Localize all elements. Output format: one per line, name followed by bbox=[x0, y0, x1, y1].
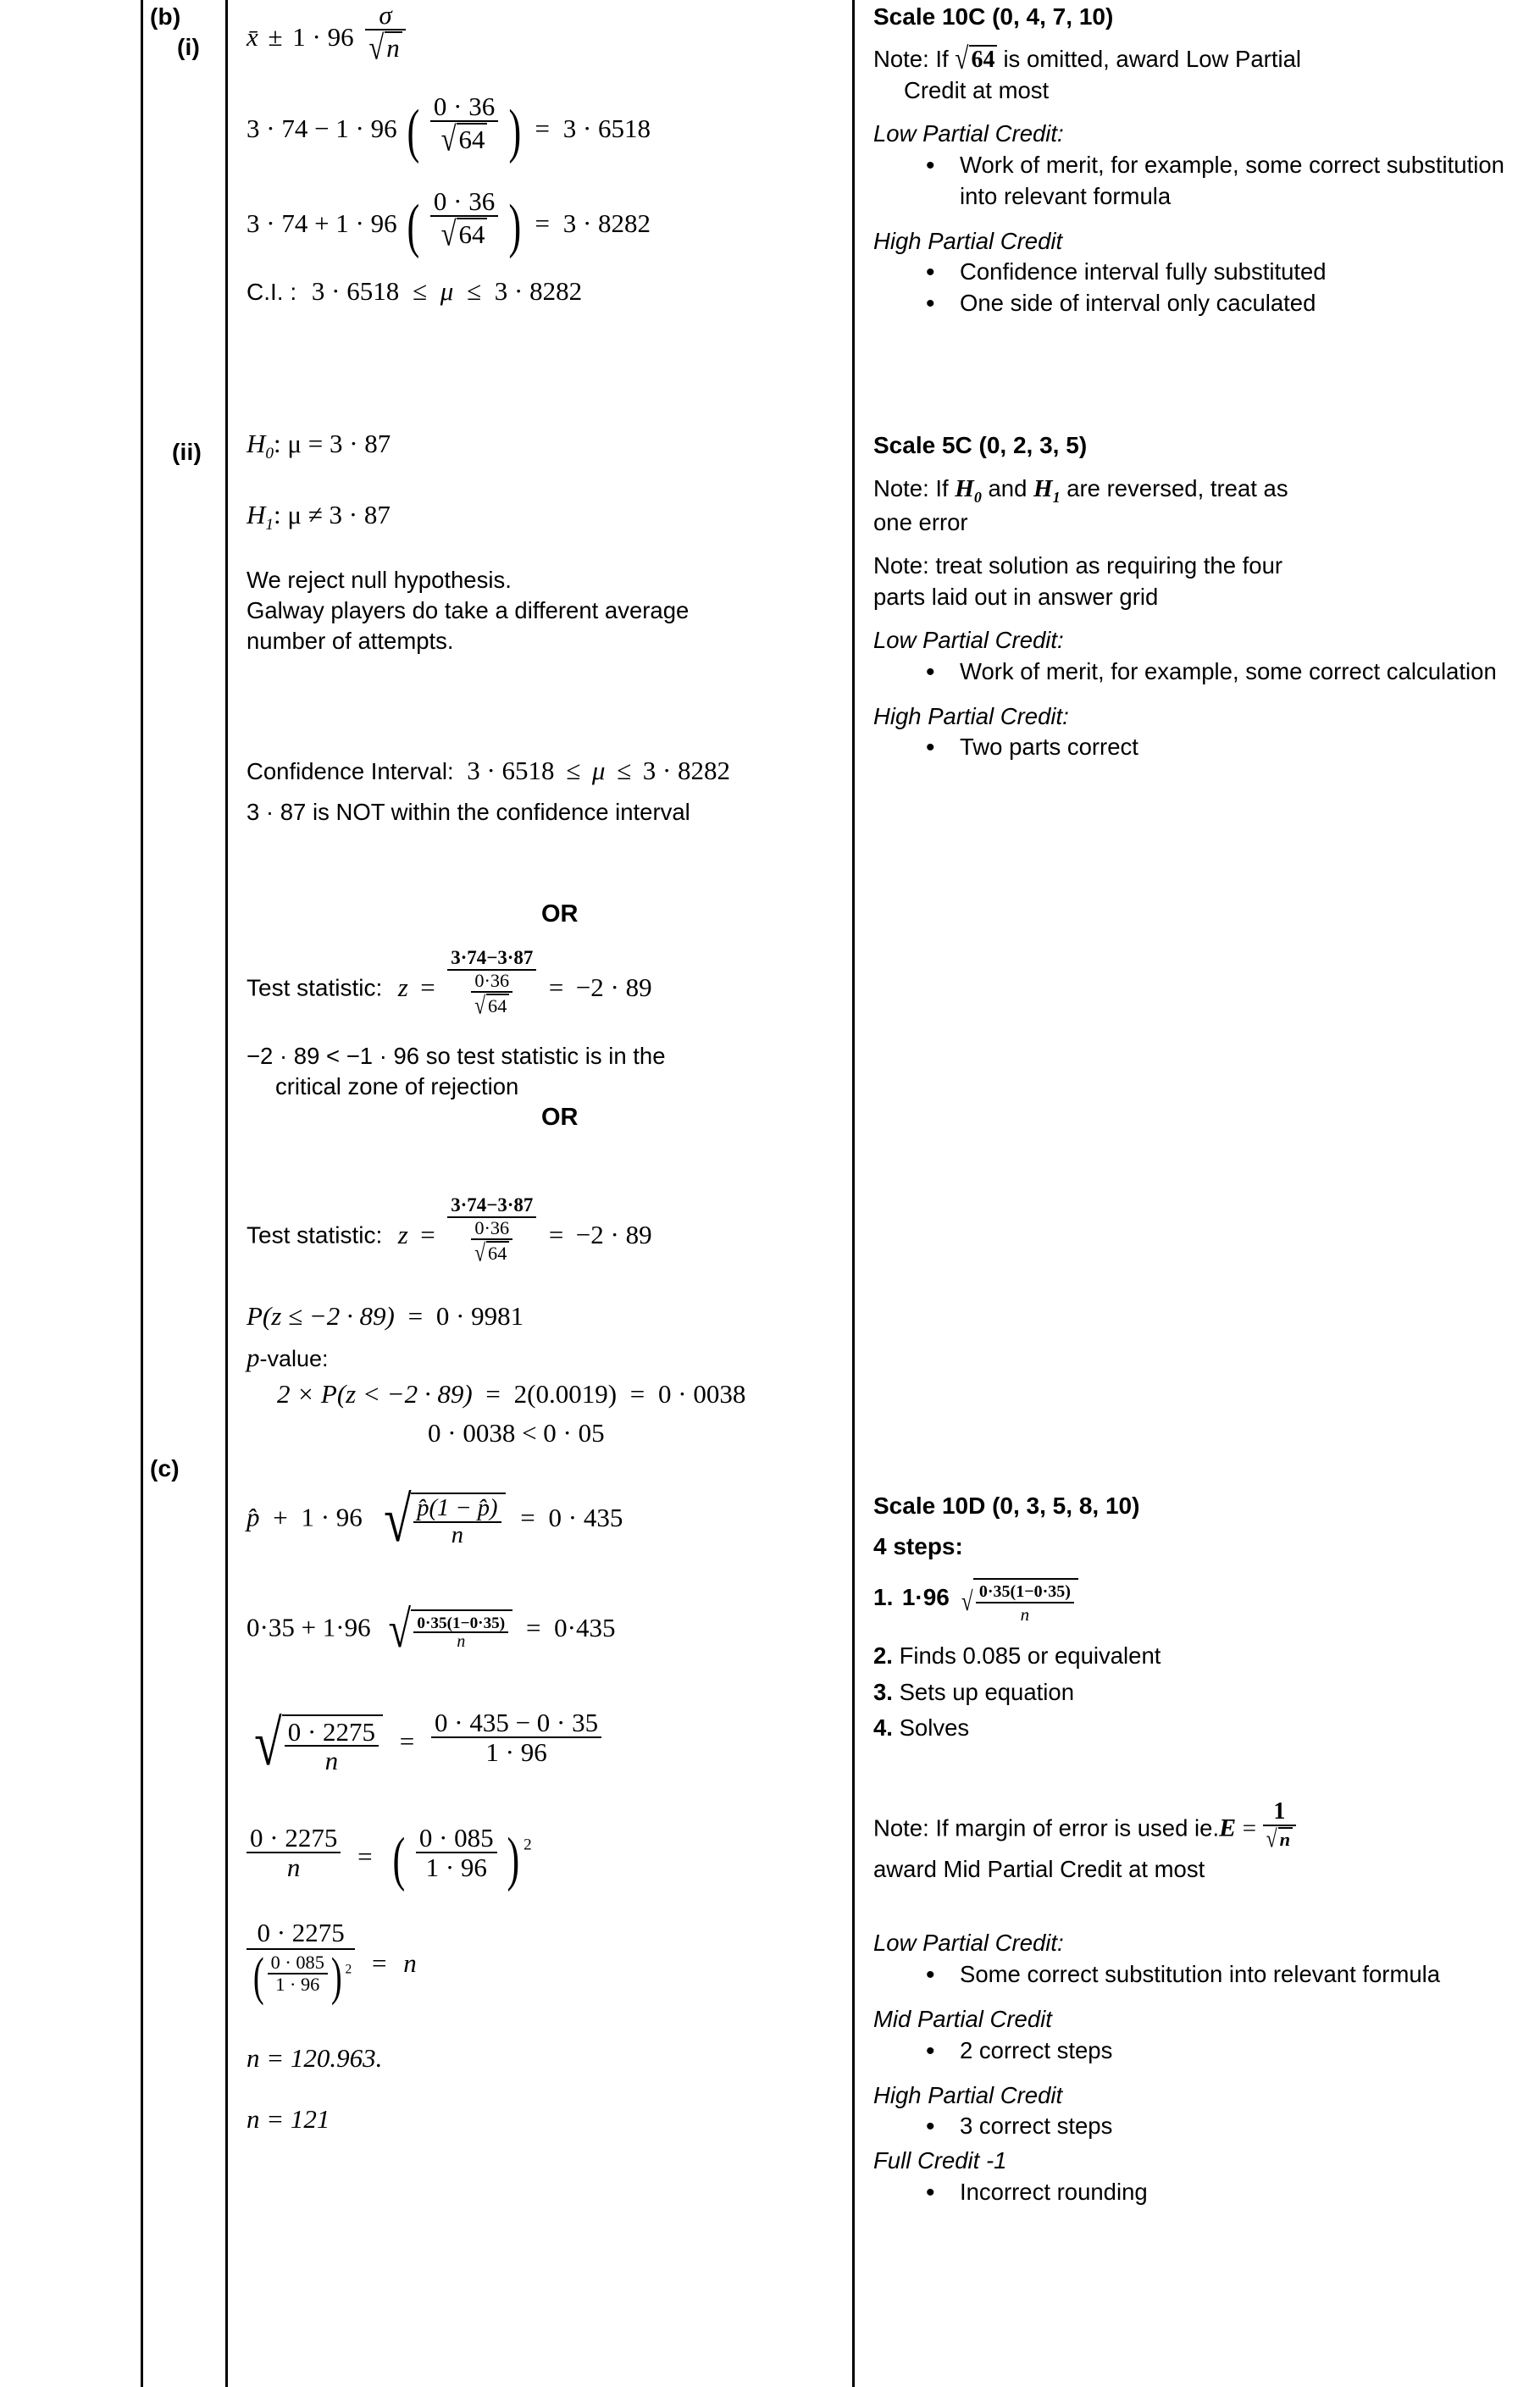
scale-5c-high-bullets bbox=[873, 732, 1528, 763]
part-label-b-ii: (ii) bbox=[172, 439, 202, 465]
ts-denominator bbox=[447, 1216, 536, 1268]
solved-numerator: 0 · 2275 bbox=[257, 1918, 345, 1947]
note-equals: = bbox=[1242, 1814, 1257, 1842]
step-2-full: 2. Finds 0.085 or equivalent bbox=[873, 1642, 1161, 1669]
h1-symbol: H bbox=[1033, 475, 1053, 503]
p-value-text: -value: bbox=[259, 1346, 329, 1371]
radical-icon: √ bbox=[440, 120, 457, 159]
test-statistic-fraction bbox=[447, 1194, 536, 1268]
sigma-over-sqrt64-lower bbox=[430, 91, 498, 159]
upper-numerator: 0 · 36 bbox=[433, 186, 496, 216]
p-symbol: p bbox=[247, 1343, 260, 1372]
note-continued: award Mid Partial Credit at most bbox=[873, 1856, 1205, 1883]
lower-equals: = bbox=[535, 113, 550, 143]
variance-over-n-2 bbox=[247, 1825, 341, 1880]
list-item: • Incorrect rounding bbox=[926, 2177, 1528, 2208]
radical-icon: √ bbox=[955, 42, 969, 77]
conclusion-reject: We reject null hypothesis. bbox=[247, 567, 512, 593]
scale-10d-low-label: Low Partial Credit: bbox=[873, 1930, 1064, 1957]
h0-statement: : μ = 3 · 87 bbox=[274, 429, 391, 458]
solved-equals: = bbox=[372, 1947, 387, 1978]
ts-result-1: −2 · 89 bbox=[575, 972, 652, 1002]
ci-rel-1: ≤ bbox=[412, 276, 427, 306]
list-item: • Confidence interval fully substituted bbox=[926, 257, 1528, 288]
note-suffix: is omitted, award Low Partial bbox=[1003, 46, 1301, 73]
substituted-fraction bbox=[413, 1615, 508, 1651]
test-statistic-equation-2 bbox=[247, 1194, 652, 1268]
pvalue-term-b: 2(0.0019) bbox=[513, 1379, 618, 1409]
z-variable: z bbox=[397, 1219, 408, 1249]
ts-equals-1: = bbox=[420, 1219, 435, 1249]
part-label-column bbox=[141, 0, 225, 2387]
z-value: 1 · 96 bbox=[292, 21, 354, 52]
squared-equals: = bbox=[357, 1841, 373, 1871]
h1-subscript: 1 bbox=[1052, 489, 1061, 507]
squared-rhs-numerator: 0 · 085 bbox=[418, 1823, 494, 1853]
note-continued: one error bbox=[873, 509, 968, 536]
rearranged-numerator: 0 · 2275 bbox=[287, 1716, 376, 1747]
h0-symbol: H bbox=[955, 475, 974, 503]
ts-denominator bbox=[447, 969, 536, 1021]
squared-lhs-numerator: 0 · 2275 bbox=[250, 1823, 338, 1853]
ci-restate-rel-1: ≤ bbox=[566, 756, 581, 785]
h0-subscript: 0 bbox=[265, 445, 274, 463]
phat-numerator: p̂(1 − p̂) bbox=[417, 1495, 498, 1521]
n-final-value bbox=[247, 2106, 330, 2132]
scale-10c-low-bullets bbox=[873, 150, 1528, 213]
ts-result-2: −2 · 89 bbox=[575, 1219, 652, 1249]
squared-lhs-denominator: n bbox=[247, 1852, 341, 1880]
confidence-interval-statement bbox=[247, 276, 582, 308]
scale-10c-heading: Scale 10C (0, 4, 7, 10) bbox=[873, 3, 1114, 30]
variance-over-n bbox=[285, 1716, 379, 1775]
upper-result: 3 · 8282 bbox=[562, 208, 651, 238]
step-1-z: 1·96 bbox=[901, 1584, 950, 1611]
plus-minus-symbol: ± bbox=[268, 21, 283, 52]
squared-equation bbox=[247, 1823, 532, 1892]
radical-icon: √ bbox=[961, 1586, 973, 1617]
ci-restatement bbox=[247, 756, 730, 787]
radical-icon: √ bbox=[474, 992, 486, 1021]
scale-5c-high-label: High Partial Credit: bbox=[873, 702, 1069, 729]
n-expression-fraction bbox=[247, 1918, 355, 2006]
ts-numerator: 3·74−3·87 bbox=[451, 947, 534, 968]
ci-upper: 3 · 8282 bbox=[494, 276, 583, 306]
scale-10d-step-3 bbox=[873, 1677, 1528, 1709]
exponent-2: 2 bbox=[345, 1962, 352, 1977]
sigma-over-sqrt-n-inner bbox=[471, 1216, 512, 1268]
pz-result: 0 · 9981 bbox=[435, 1301, 524, 1331]
substituted-denominator: n bbox=[413, 1631, 508, 1651]
margin-over-z-fraction bbox=[431, 1709, 601, 1765]
scale-10d-steps-heading: 4 steps: bbox=[873, 1533, 963, 1560]
ci-restate-high: 3 · 8282 bbox=[642, 756, 731, 785]
ts-den-denominator: √ 64 bbox=[471, 1238, 512, 1264]
scale-10d-step-2 bbox=[873, 1641, 1528, 1672]
solved-denominator bbox=[247, 1947, 355, 2006]
note-line-2: parts laid out in answer grid bbox=[873, 583, 1159, 610]
pvalue-term-a: 2 × P(z < −2 · 89) bbox=[277, 1379, 473, 1409]
upper-bound-lhs: 3 · 74 + 1 · 96 bbox=[247, 208, 397, 238]
scale-10c-high-label: High Partial Credit bbox=[873, 227, 1063, 254]
substituted-equals: = bbox=[525, 1612, 541, 1642]
right-paren: ) bbox=[508, 191, 522, 259]
value-not-within-interval: 3 · 87 is NOT within the confidence interval bbox=[247, 799, 690, 825]
step-1-fraction bbox=[976, 1582, 1074, 1625]
n-variable: n bbox=[403, 1947, 417, 1978]
ts-den-numerator: 0·36 bbox=[474, 969, 510, 991]
p-value-comparison: 0 · 0038 < 0 · 05 bbox=[428, 1418, 605, 1448]
radical-icon: √ bbox=[388, 1601, 412, 1659]
scale-10c-block bbox=[873, 2, 1528, 319]
proportion-result: 0 · 435 bbox=[548, 1502, 623, 1532]
proportion-equals: = bbox=[520, 1502, 535, 1532]
E-symbol: E bbox=[1219, 1814, 1237, 1842]
test-statistic-label: Test statistic: bbox=[247, 974, 383, 1001]
or-separator-2: OR bbox=[541, 1104, 579, 1131]
note-prefix: Note: If margin of error is used ie. bbox=[873, 1814, 1220, 1841]
test-statistic-label: Test statistic: bbox=[247, 1221, 383, 1249]
substituted-lhs: 0·35 + 1·96 bbox=[247, 1612, 371, 1642]
xbar-symbol: x̄ bbox=[247, 21, 258, 52]
proportion-ci-formula bbox=[247, 1483, 623, 1555]
upper-denominator: √64 bbox=[430, 215, 498, 249]
test-statistic-equation-1 bbox=[247, 947, 652, 1021]
h1-subscript: 1 bbox=[265, 516, 274, 534]
step-4-full: 4. Solves bbox=[873, 1714, 970, 1742]
scale-5c-heading: Scale 5C (0, 2, 3, 5) bbox=[873, 432, 1088, 458]
scale-10d-step-4 bbox=[873, 1713, 1528, 1744]
p-value-calculation bbox=[277, 1381, 745, 1407]
radical-icon: √ bbox=[254, 1708, 282, 1780]
upper-bound-equation bbox=[247, 186, 651, 259]
rearranged-rhs-denominator: 1 · 96 bbox=[431, 1736, 601, 1765]
one-over-sqrt-n bbox=[1263, 1798, 1296, 1854]
margin-over-z-fraction-3 bbox=[268, 1953, 328, 1995]
step-1-numerator: 0·35(1−0·35) bbox=[978, 1581, 1071, 1601]
note-conjunction: and bbox=[988, 475, 1028, 502]
radical-icon: √ bbox=[383, 1483, 412, 1555]
mu-symbol: μ bbox=[591, 756, 606, 785]
list-item: • 3 correct steps bbox=[926, 2111, 1528, 2142]
right-paren: ) bbox=[330, 1947, 342, 2006]
right-paren: ) bbox=[507, 1825, 520, 1892]
part-label-b-i: (i) bbox=[177, 34, 201, 60]
rearranged-equation bbox=[247, 1708, 601, 1780]
z-value: 1 · 96 bbox=[301, 1502, 363, 1532]
marking-scheme-column bbox=[852, 0, 1540, 2387]
list-item: • Work of merit, for example, some correct substitution into relevant formula bbox=[926, 150, 1528, 213]
note-denominator: √ n bbox=[1263, 1825, 1296, 1851]
conclusion-interpretation-line2: number of attempts. bbox=[247, 628, 454, 654]
solved-for-n-equation bbox=[247, 1918, 417, 2006]
right-paren: ) bbox=[508, 97, 522, 164]
scale-5c-note-2 bbox=[873, 551, 1528, 613]
probability-statement bbox=[247, 1303, 523, 1329]
scale-10d-mid-label: Mid Partial Credit bbox=[873, 2005, 1052, 2032]
ts-equals-1: = bbox=[420, 972, 435, 1002]
scale-5c-low-label: Low Partial Credit: bbox=[873, 626, 1064, 653]
margin-over-z-fraction-2 bbox=[416, 1825, 497, 1880]
solved-den-denominator: 1 · 96 bbox=[268, 1973, 328, 1994]
ts-numerator: 3·74−3·87 bbox=[451, 1194, 534, 1216]
scale-10d-high-bullets bbox=[873, 2111, 1528, 2142]
list-item: • One side of interval only caculated bbox=[926, 288, 1528, 319]
scale-5c-low-bullets bbox=[873, 656, 1528, 688]
h0-subscript: 0 bbox=[973, 489, 982, 507]
step-1-number: 1. bbox=[873, 1584, 894, 1611]
note-line-1: Note: treat solution as requiring the four bbox=[873, 552, 1283, 579]
left-margin bbox=[0, 0, 141, 2387]
scale-10d-full-bullets bbox=[873, 2177, 1528, 2208]
list-item: • Some correct substitution into relevant formula bbox=[926, 1959, 1528, 1991]
radical-icon: √ bbox=[1266, 1825, 1277, 1854]
scale-10d-mid-bullets bbox=[873, 2035, 1528, 2067]
scale-10d-margin-note bbox=[873, 1800, 1528, 1886]
left-paren: ( bbox=[407, 97, 420, 164]
pvalue-equals-1: = bbox=[485, 1379, 501, 1409]
lower-result: 3 · 6518 bbox=[562, 113, 651, 143]
pvalue-equals-2: = bbox=[629, 1379, 645, 1409]
part-label-c: (c) bbox=[150, 1455, 180, 1481]
conclusion-interpretation-line1: Galway players do take a different average bbox=[247, 597, 690, 623]
pz-equals: = bbox=[407, 1301, 424, 1331]
p-value-label bbox=[247, 1343, 329, 1374]
radical-icon: √ bbox=[368, 29, 385, 68]
n-decimal-value bbox=[247, 2045, 382, 2071]
substituted-numerator: 0·35(1−0·35) bbox=[417, 1614, 506, 1632]
note-prefix: Note: If bbox=[873, 46, 949, 73]
p-hat-symbol: p̂ bbox=[247, 1502, 260, 1532]
radical-icon: √ bbox=[440, 215, 457, 254]
ci-label: C.I. : bbox=[247, 279, 297, 305]
scale-10d-high-label: High Partial Credit bbox=[873, 2081, 1063, 2108]
or-separator-1: OR bbox=[541, 900, 579, 928]
n-final-text: n = 121 bbox=[247, 2104, 330, 2134]
scale-5c-block bbox=[873, 430, 1528, 763]
phat-denominator: n bbox=[413, 1521, 501, 1548]
list-item: • 2 correct steps bbox=[926, 2035, 1528, 2067]
left-paren: ( bbox=[392, 1825, 406, 1892]
lower-denominator: √64 bbox=[430, 120, 498, 154]
step-3-full: 3. Sets up equation bbox=[873, 1678, 1074, 1705]
list-item: • Two parts correct bbox=[926, 732, 1528, 763]
scale-10d-block bbox=[873, 1491, 1528, 2208]
lower-bound-equation bbox=[247, 91, 651, 164]
ts-den-denominator: √ 64 bbox=[471, 991, 512, 1016]
phat-variance-fraction bbox=[413, 1497, 501, 1548]
ci-restate-low: 3 · 6518 bbox=[467, 756, 555, 785]
mu-symbol: μ bbox=[440, 276, 454, 306]
rearranged-rhs-numerator: 0 · 435 − 0 · 35 bbox=[435, 1708, 599, 1737]
exponent-2: 2 bbox=[523, 1836, 532, 1854]
radical-icon: √ bbox=[474, 1239, 486, 1268]
step-1-denominator: n bbox=[976, 1602, 1074, 1625]
sigma-over-sqrt-n bbox=[365, 0, 405, 68]
scale-10c-low-label: Low Partial Credit: bbox=[873, 120, 1064, 147]
h0-symbol: H bbox=[247, 429, 266, 458]
sigma-over-sqrt64-upper bbox=[430, 186, 498, 254]
ci-rel-2: ≤ bbox=[467, 276, 482, 306]
z-variable: z bbox=[397, 972, 408, 1002]
scale-10d-step-1 bbox=[873, 1578, 1528, 1625]
lower-numerator: 0 · 36 bbox=[433, 91, 496, 121]
h1-statement: : μ ≠ 3 · 87 bbox=[274, 500, 391, 529]
upper-equals: = bbox=[535, 208, 550, 238]
note-suffix: are reversed, treat as bbox=[1066, 475, 1288, 502]
plus-sign: + bbox=[273, 1502, 288, 1532]
critical-zone-line1: −2 · 89 < −1 · 96 so test statistic is in the bbox=[247, 1043, 666, 1069]
pz-lhs: P(z ≤ −2 · 89) bbox=[247, 1301, 395, 1331]
critical-zone-line2: critical zone of rejection bbox=[275, 1073, 519, 1099]
scale-10c-note bbox=[873, 44, 1528, 107]
ci-restate-label: Confidence Interval: bbox=[247, 758, 454, 784]
part-label-b: (b) bbox=[150, 3, 181, 30]
proportion-substituted bbox=[247, 1601, 616, 1659]
sigma-over-sqrt-n-inner bbox=[471, 969, 512, 1021]
scale-10d-full-label: Full Credit -1 bbox=[873, 2147, 1007, 2174]
h1-symbol: H bbox=[247, 500, 266, 529]
left-paren: ( bbox=[407, 191, 420, 259]
sample-solution-column bbox=[225, 0, 852, 2387]
note-numerator: 1 bbox=[1273, 1798, 1286, 1825]
note-prefix: Note: If bbox=[873, 475, 949, 502]
rearranged-denominator: n bbox=[285, 1745, 379, 1774]
ts-den-numerator: 0·36 bbox=[474, 1216, 510, 1238]
lower-bound-lhs: 3 · 74 − 1 · 96 bbox=[247, 113, 397, 143]
test-statistic-fraction bbox=[447, 947, 536, 1021]
solved-den-numerator: 0 · 085 bbox=[270, 1952, 324, 1973]
ts-equals-2: = bbox=[548, 1219, 564, 1249]
ci-restate-rel-2: ≤ bbox=[617, 756, 632, 785]
squared-rhs-denominator: 1 · 96 bbox=[416, 1852, 497, 1880]
rearranged-equals: = bbox=[399, 1725, 415, 1756]
ci-lower: 3 · 6518 bbox=[311, 276, 400, 306]
pvalue-term-c: 0 · 0038 bbox=[658, 1379, 746, 1409]
scale-10d-low-bullets bbox=[873, 1959, 1528, 1991]
formula-confidence-interval bbox=[247, 0, 406, 68]
scale-5c-note-1 bbox=[873, 473, 1528, 539]
ts-equals-2: = bbox=[548, 972, 564, 1002]
note-continued: Credit at most bbox=[904, 77, 1050, 104]
note-radicand: 64 bbox=[969, 45, 997, 72]
alternative-hypothesis bbox=[247, 501, 391, 533]
list-item: • Work of merit, for example, some correct calculation bbox=[926, 656, 1528, 688]
scale-10d-heading: Scale 10D (0, 3, 5, 8, 10) bbox=[873, 1493, 1140, 1519]
null-hypothesis bbox=[247, 430, 391, 462]
substituted-result: 0·435 bbox=[554, 1612, 616, 1642]
sqrt-n-denominator: √n bbox=[365, 29, 405, 63]
left-paren: ( bbox=[252, 1947, 264, 2006]
sigma-symbol: σ bbox=[379, 0, 392, 30]
n-decimal-text: n = 120.963. bbox=[247, 2043, 383, 2073]
scale-10c-high-bullets bbox=[873, 257, 1528, 319]
